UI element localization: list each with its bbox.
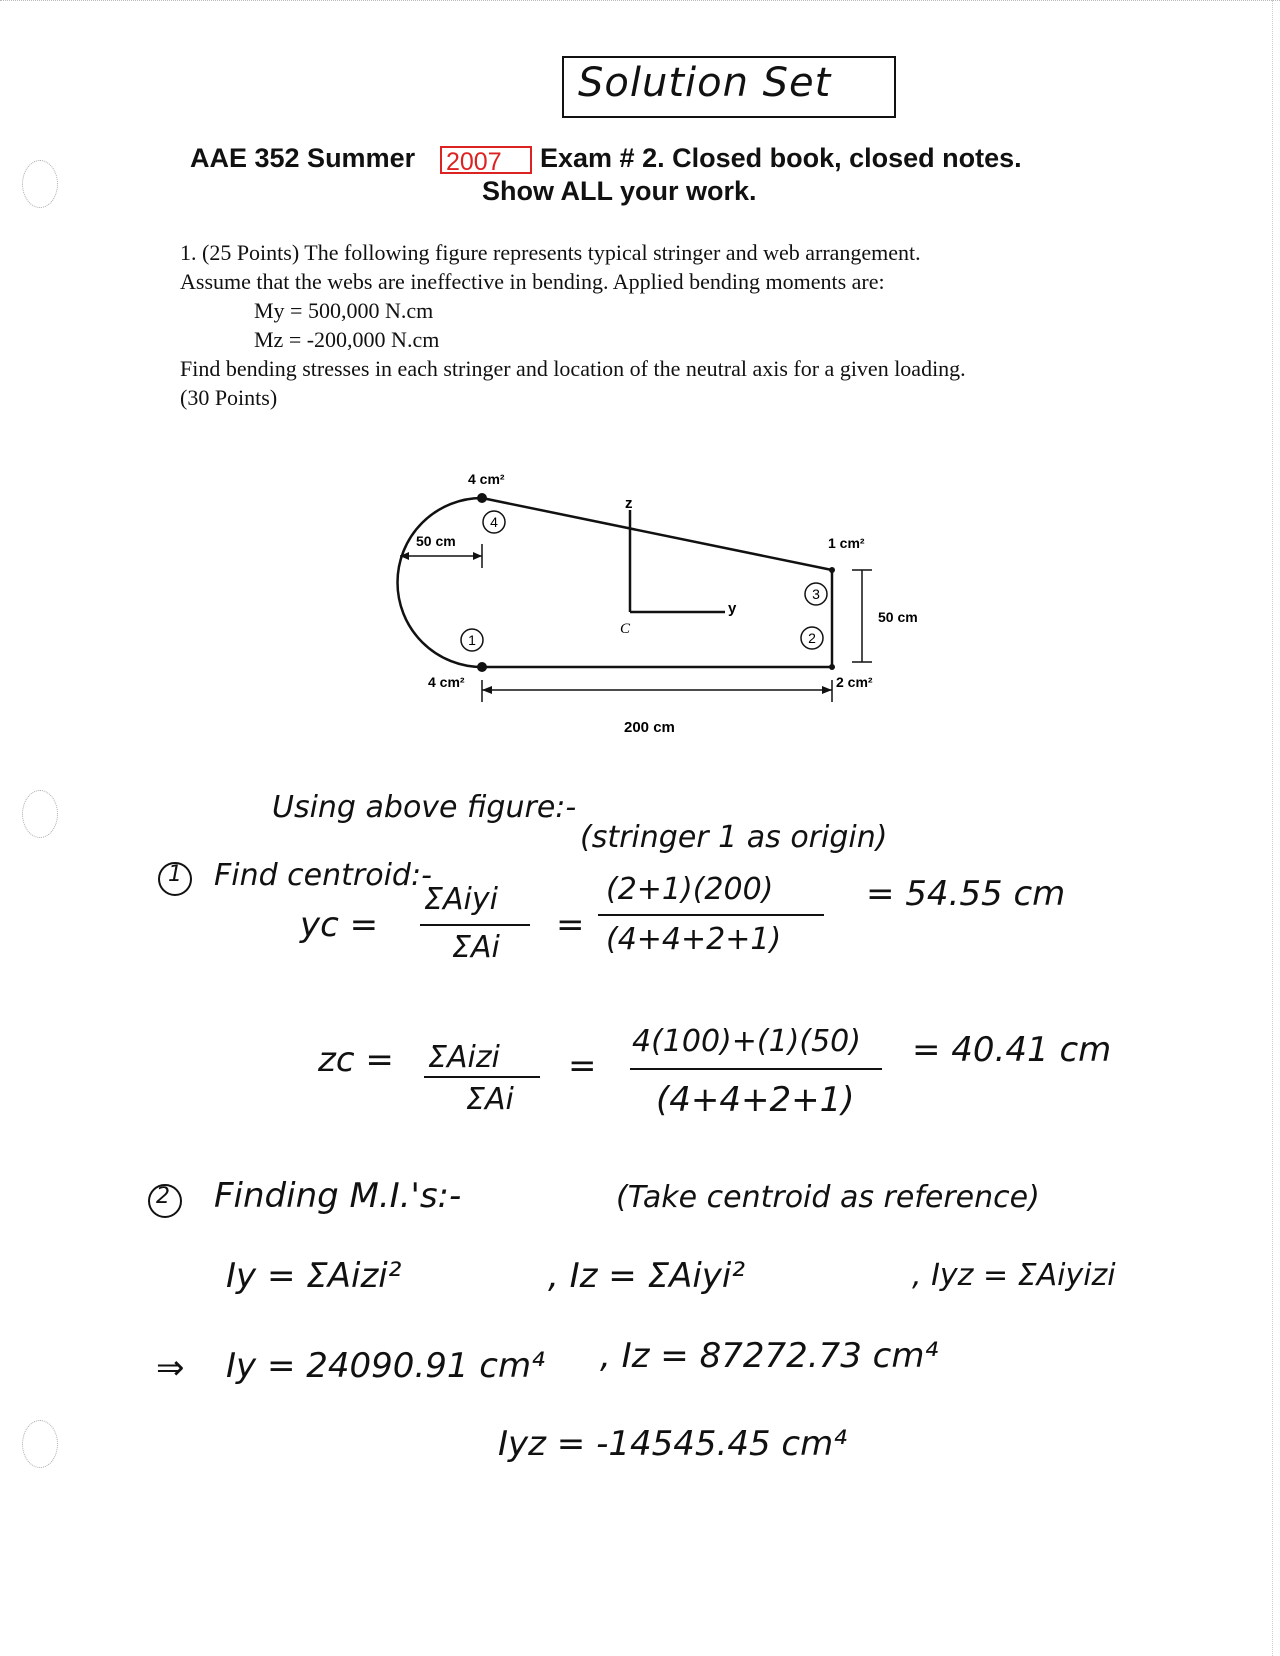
stringer-1-dot [477, 662, 487, 672]
year-field[interactable]: 2007 [440, 146, 532, 174]
yc-equals: = [556, 905, 585, 945]
result-iyz: Iyz = -14545.45 cm⁴ [498, 1424, 847, 1464]
step2-note: (Take centroid as reference) [616, 1180, 1040, 1215]
step1-title: Find centroid:- [214, 858, 432, 893]
formula-iy: Iy = ΣAizi² [226, 1256, 402, 1296]
stringer-figure [380, 450, 940, 740]
stringer-label-3: 3 [812, 586, 820, 602]
zc-num: 4(100)+(1)(50) [632, 1024, 861, 1059]
solution-origin-note: (stringer 1 as origin) [580, 820, 888, 855]
stringer-2-dot [829, 664, 835, 670]
moment-my: My = 500,000 N.cm [254, 298, 434, 323]
header-course: AAE 352 Summer [190, 143, 416, 173]
yc-num-sym: ΣAiyi [424, 882, 498, 917]
top-web [482, 498, 832, 570]
zc-den: (4+4+2+1) [656, 1080, 855, 1120]
stringer-label-4: 4 [490, 514, 498, 530]
problem-points: (30 Points) [180, 385, 278, 410]
axis-z-label: z [625, 495, 633, 512]
moment-mz: Mz = -200,000 N.cm [254, 327, 440, 352]
area-bottom-right: 2 cm² [836, 674, 873, 690]
punch-hole [22, 1420, 58, 1468]
dim-height: 50 cm [878, 609, 918, 625]
step1-number: 1 [168, 862, 182, 887]
zc-den-sym: ΣAi [466, 1082, 514, 1117]
yc-den-sym: ΣAi [452, 930, 500, 965]
result-iz: , Iz = 87272.73 cm⁴ [600, 1336, 939, 1376]
implies-arrow: ⇒ [156, 1348, 185, 1388]
problem-statement-1: 1. (25 Points) The following figure represents typical stringer and web arrangement. [180, 240, 921, 265]
zc-equals: = [568, 1046, 597, 1086]
yc-result: = 54.55 cm [866, 874, 1066, 914]
axis-y-label: y [728, 600, 737, 617]
area-bottom-left: 4 cm² [428, 674, 465, 690]
stringer-3-dot [829, 567, 835, 573]
problem-statement-2: Assume that the webs are ineffective in bending. Applied bending moments are: [180, 269, 885, 294]
zc-num-sym: ΣAizi [428, 1040, 500, 1075]
zc-result: = 40.41 cm [912, 1030, 1112, 1070]
solution-intro: Using above figure:- [272, 790, 577, 825]
yc-lhs: yc = [300, 905, 379, 945]
stringer-label-1: 1 [468, 632, 476, 648]
formula-iz: , Iz = ΣAiyi² [548, 1256, 745, 1296]
header-exam-info: Exam # 2. Closed book, closed notes. [540, 143, 1022, 173]
punch-hole [22, 160, 58, 208]
scan-edge-top [0, 0, 1280, 7]
formula-iyz: , Iyz = ΣAiyizi [912, 1258, 1116, 1293]
yc-den: (4+4+2+1) [606, 922, 782, 957]
problem-task: Find bending stresses in each stringer and location of the neutral axis for a given loading. [180, 356, 966, 381]
header-instruction: Show ALL your work. [482, 176, 757, 206]
zc-lhs: zc = [318, 1040, 394, 1080]
punch-hole [22, 790, 58, 838]
area-top-right: 1 cm² [828, 535, 865, 551]
centroid-label: C [620, 621, 631, 637]
step2-title: Finding M.I.'s:- [214, 1176, 462, 1216]
stringer-label-2: 2 [808, 630, 816, 646]
dim-width: 200 cm [624, 719, 675, 736]
result-iy: Iy = 24090.91 cm⁴ [226, 1346, 545, 1386]
solution-set-title: Solution Set [578, 60, 832, 106]
dim-radius: 50 cm [416, 533, 456, 549]
yc-num: (2+1)(200) [606, 872, 774, 907]
step2-number: 2 [156, 1184, 170, 1209]
scan-edge-right [1272, 0, 1275, 1656]
area-top-left: 4 cm² [468, 471, 505, 487]
stringer-4-dot [477, 493, 487, 503]
